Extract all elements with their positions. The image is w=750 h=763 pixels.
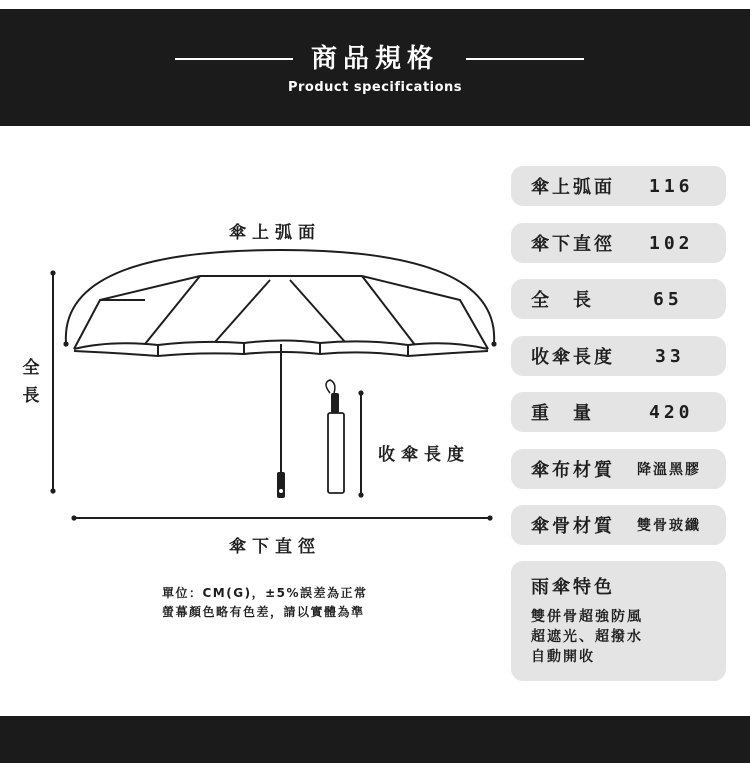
spec-fabric — [511, 449, 726, 489]
spec-frame — [511, 505, 726, 545]
spec-weight — [511, 392, 726, 432]
spec-label: 傘上弧面 — [531, 177, 615, 198]
page-title: 商品規格 — [310, 44, 439, 74]
umbrella-rib — [290, 280, 345, 342]
folded-umbrella-strap — [326, 380, 335, 393]
spec-label: 全 長 — [531, 290, 594, 311]
spec-value: 420 — [649, 401, 694, 423]
spec-label: 收傘長度 — [531, 347, 615, 368]
full-length-label-1: 全 — [22, 358, 40, 378]
spec-full-length — [511, 279, 726, 319]
color-note: 螢幕顏色略有色差，請以實體為準 — [162, 605, 365, 619]
spec-label: 重 量 — [531, 403, 594, 424]
full-length-label-2: 長 — [22, 386, 40, 406]
footer-band — [0, 716, 750, 763]
spec-value: 102 — [649, 232, 694, 254]
spec-label: 傘布材質 — [531, 460, 615, 481]
spec-folded-length — [511, 336, 726, 376]
page-subtitle: Product specifications — [287, 80, 463, 95]
spec-label: 傘下直徑 — [531, 234, 615, 255]
folded-umbrella-body — [328, 413, 344, 493]
feature-item: 超遮光、超撥水 — [531, 629, 643, 645]
top-arc-label: 傘上弧面 — [229, 223, 321, 243]
spec-value: 116 — [649, 175, 694, 197]
umbrella-outer-arc — [66, 250, 494, 343]
umbrella-rib — [215, 280, 270, 342]
spec-label: 傘骨材質 — [531, 516, 615, 537]
spec-value: 降溫黑膠 — [637, 462, 701, 478]
umbrella-handle — [277, 472, 285, 498]
bottom-diameter-label: 傘下直徑 — [229, 537, 321, 557]
unit-note: 單位：CM(G)，±5%誤差為正常 — [162, 586, 368, 600]
spec-value: 33 — [655, 345, 685, 367]
spec-bottom-diameter — [511, 223, 726, 263]
spec-value: 雙骨玻纖 — [637, 518, 701, 534]
feature-item: 雙併骨超強防風 — [531, 609, 643, 625]
folded-umbrella-handle — [331, 393, 339, 413]
features-title: 雨傘特色 — [531, 577, 615, 598]
folded-length-label: 收傘長度 — [378, 445, 470, 465]
spec-value: 65 — [653, 288, 683, 310]
spec-top-arc — [511, 166, 726, 206]
features-box — [511, 561, 726, 681]
feature-item: 自動開收 — [531, 649, 595, 665]
